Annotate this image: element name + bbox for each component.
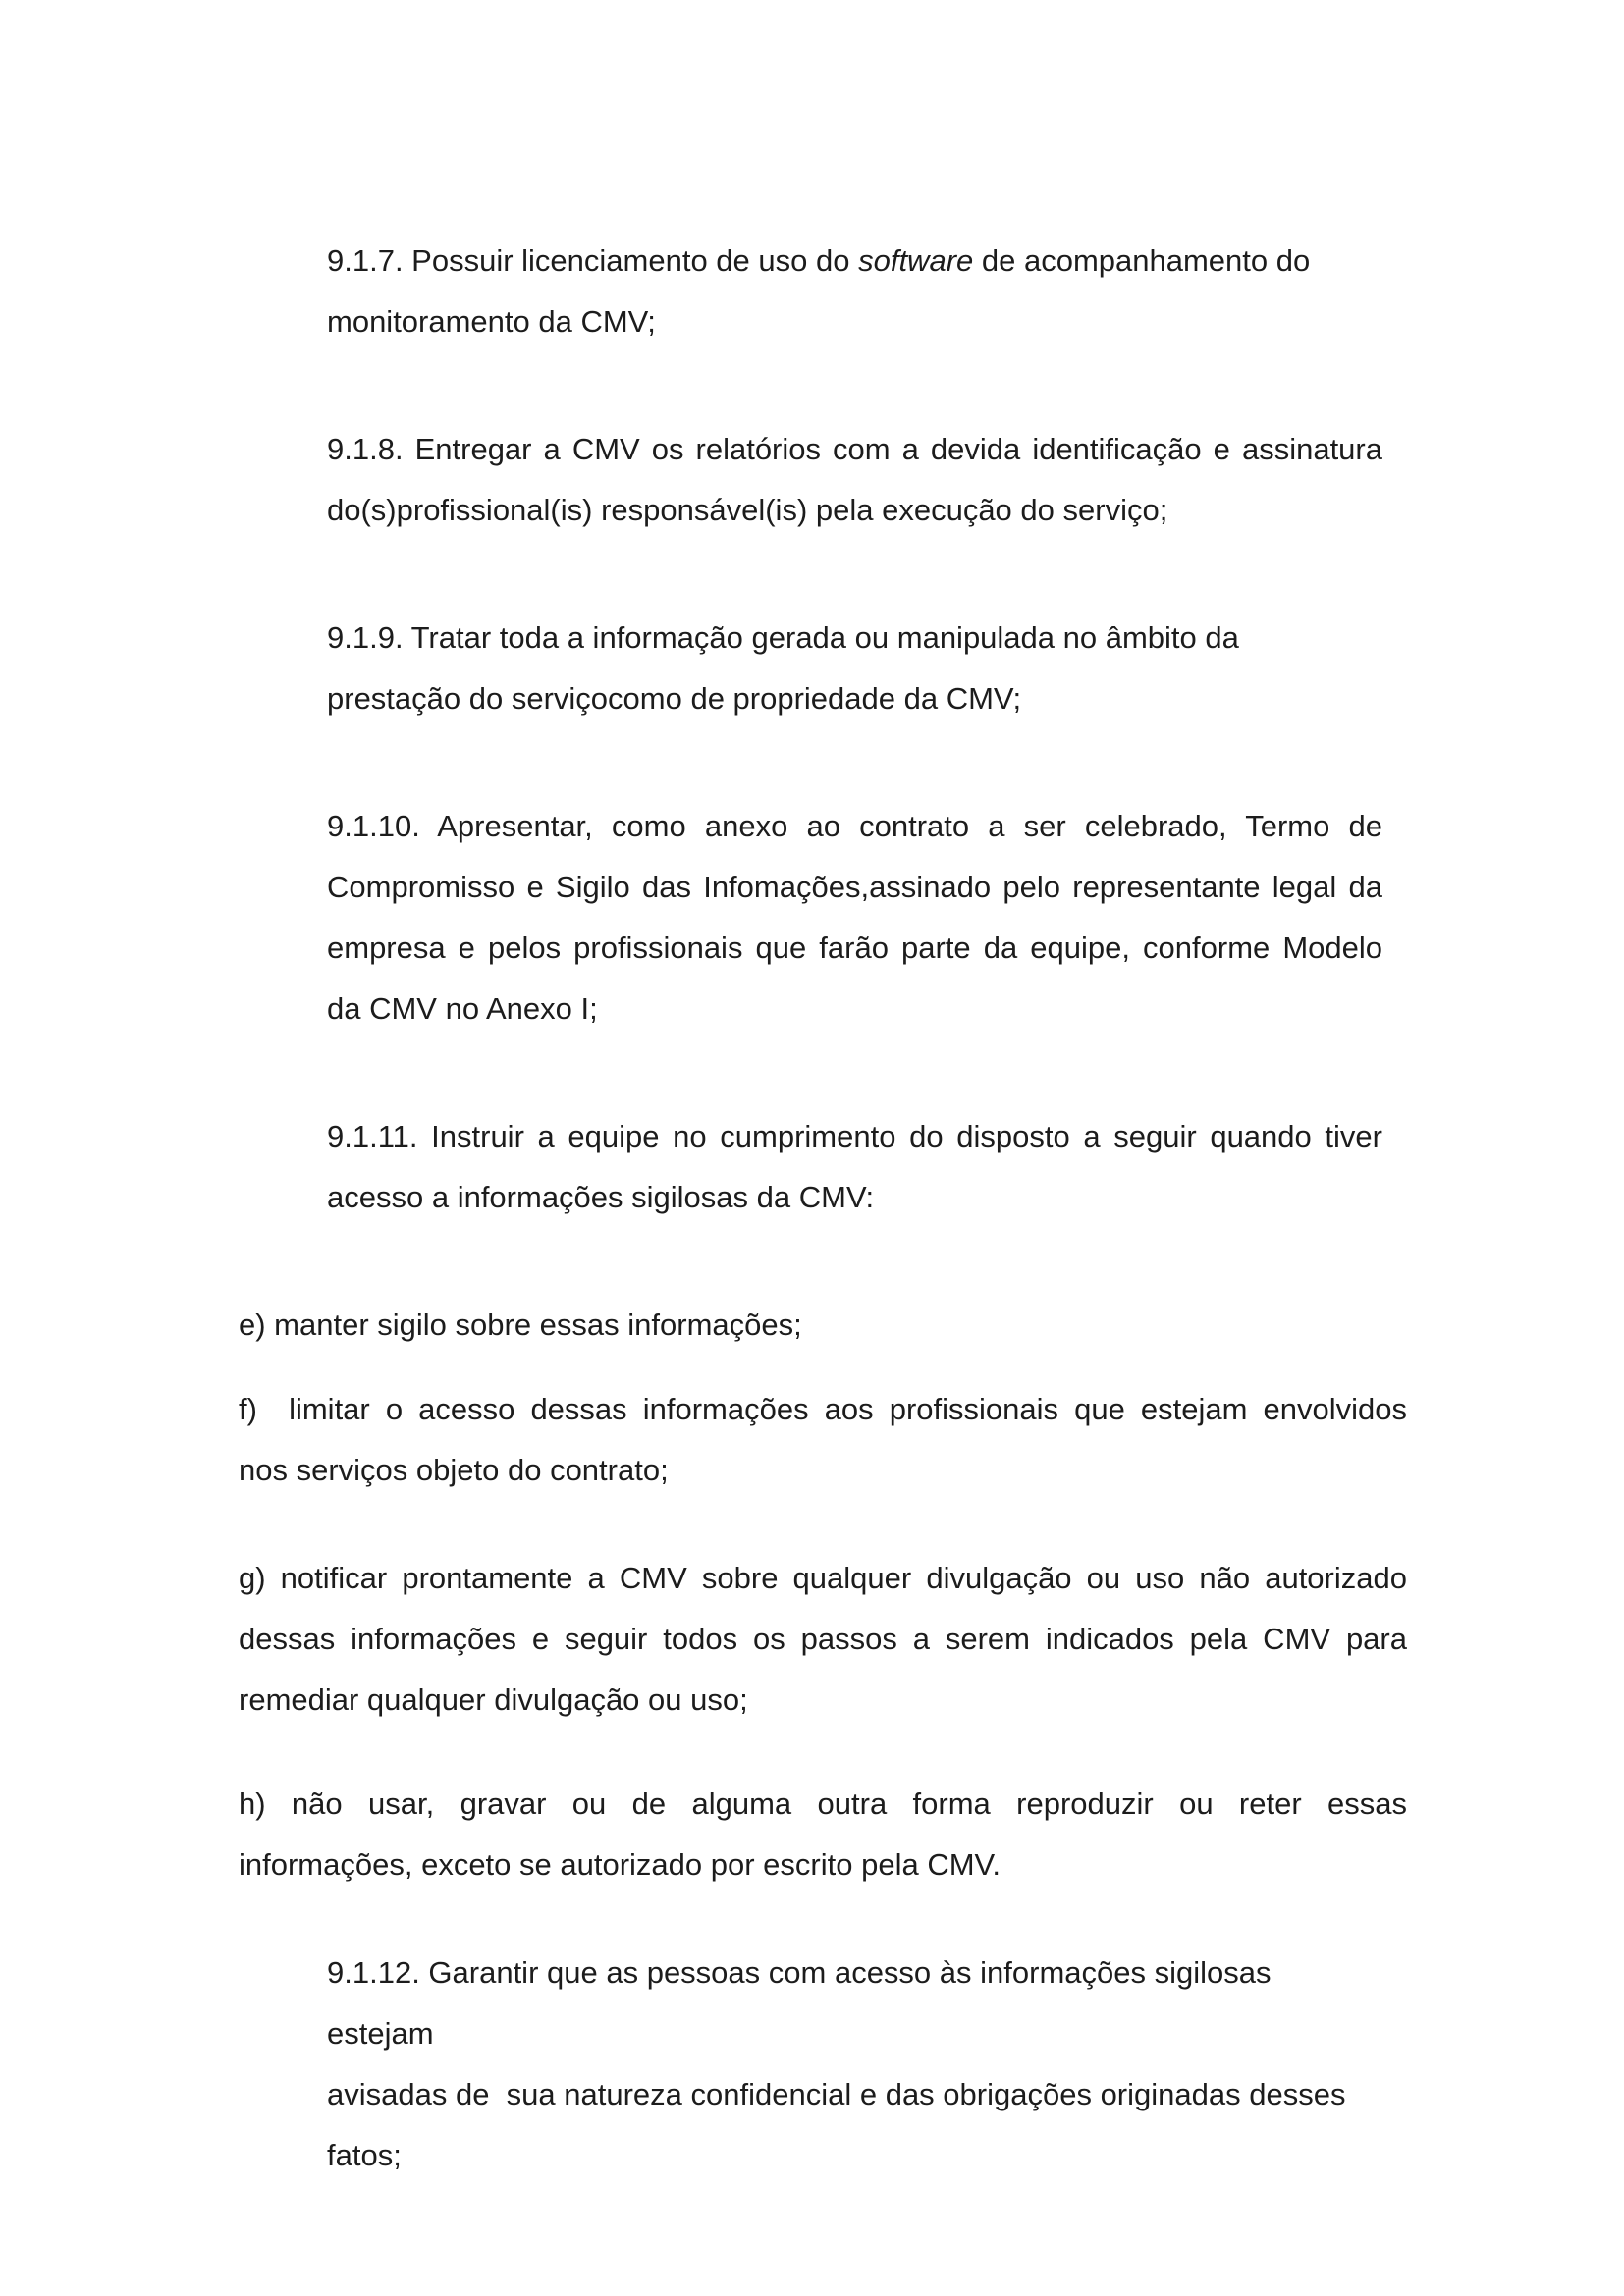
text-line (239, 1609, 1407, 1670)
paragraph-9-1-9 (327, 608, 1382, 729)
text-line (327, 2064, 1382, 2125)
paragraph-item-g (239, 1548, 1407, 1731)
text-segment: avisadas de sua natureza confidencial e das obrigações originadas desses (327, 2077, 1346, 2111)
text-segment: e) manter sigilo sobre essas informações; (239, 1308, 802, 1342)
text-line (327, 1106, 1382, 1167)
text-segment: Compromisso e Sigilo das Infomações,assinado pelo representante legal da (327, 870, 1382, 904)
paragraph-9-1-11 (327, 1106, 1382, 1228)
paragraph-item-h (239, 1774, 1407, 1896)
paragraph-9-1-7 (327, 231, 1382, 352)
text-segment: dessas informações e seguir todos os passos a serem indicados pela CMV para (239, 1622, 1407, 1656)
text-line (327, 1943, 1382, 2064)
text-segment: 9.1.11. Instruir a equipe no cumprimento do disposto a seguir quando tiver (327, 1119, 1382, 1153)
text-segment: 9.1.12. Garantir que as pessoas com acesso às informações sigilosas estejam (327, 1955, 1272, 2051)
paragraph-9-1-10 (327, 796, 1382, 1040)
text-segment: informações, exceto se autorizado por escrito pela CMV. (239, 1847, 1001, 1882)
text-line (327, 231, 1382, 292)
text-line (327, 419, 1382, 480)
text-segment: g) notificar prontamente a CMV sobre qualquer divulgação ou uso não autorizado (239, 1561, 1407, 1595)
text-line (327, 2125, 1382, 2186)
text-segment: fatos; (327, 2138, 402, 2172)
text-line (327, 796, 1382, 857)
text-line (327, 979, 1382, 1040)
text-line (327, 1167, 1382, 1228)
text-segment: de acompanhamento do (973, 243, 1311, 278)
text-segment: monitoramento da CMV; (327, 304, 656, 339)
paragraph-9-1-12 (327, 1943, 1382, 2186)
text-line (239, 1295, 1407, 1356)
text-line (239, 1440, 1407, 1501)
paragraph-item-f (239, 1379, 1407, 1501)
text-segment: remediar qualquer divulgação ou uso; (239, 1682, 748, 1717)
text-segment: prestação do serviçocomo de propriedade da CMV; (327, 681, 1022, 716)
text-segment: nos serviços objeto do contrato; (239, 1453, 669, 1487)
text-line (239, 1548, 1407, 1609)
text-line (327, 292, 1382, 352)
paragraph-item-e (239, 1295, 1407, 1356)
text-segment: empresa e pelos profissionais que farão parte da equipe, conforme Modelo (327, 931, 1382, 965)
text-segment: do(s)profissional(is) responsável(is) pela execução do serviço; (327, 493, 1168, 527)
text-line (239, 1835, 1407, 1896)
text-line (239, 1670, 1407, 1731)
paragraph-9-1-8 (327, 419, 1382, 541)
text-segment: f) limitar o acesso dessas informações aos profissionais que estejam envolvidos (239, 1392, 1407, 1426)
text-line (327, 480, 1382, 541)
text-segment-italic: software (858, 243, 974, 278)
text-segment: h) não usar, gravar ou de alguma outra forma reproduzir ou reter essas (239, 1787, 1407, 1821)
text-line (239, 1379, 1407, 1440)
text-segment: 9.1.8. Entregar a CMV os relatórios com a devida identificação e assinatura (327, 432, 1382, 466)
text-segment: 9.1.7. Possuir licenciamento de uso do (327, 243, 859, 278)
text-segment: 9.1.9. Tratar toda a informação gerada ou manipulada no âmbito da (327, 620, 1239, 655)
text-line (327, 918, 1382, 979)
text-segment: 9.1.10. Apresentar, como anexo ao contrato a ser celebrado, Termo de (327, 809, 1382, 843)
text-line (327, 668, 1382, 729)
document-body (239, 231, 1624, 2186)
text-line (239, 1774, 1407, 1835)
text-segment: da CMV no Anexo I; (327, 991, 598, 1026)
text-line (327, 857, 1382, 918)
text-line (327, 608, 1382, 668)
text-segment: acesso a informações sigilosas da CMV: (327, 1180, 875, 1214)
